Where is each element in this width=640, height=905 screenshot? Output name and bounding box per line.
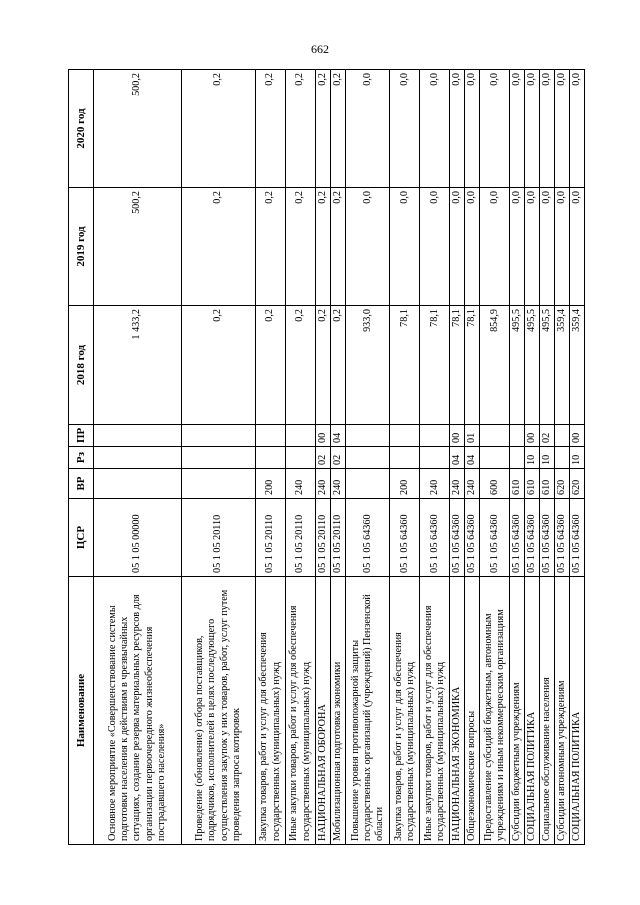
row-2018: 0,2 — [256, 306, 286, 425]
row-2019: 0,0 — [540, 188, 555, 306]
row-2018: 78,1 — [450, 306, 465, 425]
header-2019: 2019 год — [69, 188, 94, 306]
row-csr: 05 1 05 64360 — [510, 499, 525, 577]
row-rz — [182, 447, 256, 469]
row-vr: 240 — [450, 469, 465, 499]
row-csr: 05 1 05 64360 — [420, 499, 450, 577]
row-vr: 240 — [286, 469, 316, 499]
row-vr: 600 — [480, 469, 510, 499]
row-2019: 0,0 — [420, 188, 450, 306]
table-row — [390, 70, 420, 845]
row-name: Субсидии автономным учреждениям — [555, 577, 570, 845]
table-row — [316, 70, 331, 845]
row-rz: 10 — [570, 447, 585, 469]
row-2020: 0,0 — [510, 70, 525, 188]
table-header-row — [69, 70, 94, 845]
row-vr — [94, 469, 182, 499]
row-2019: 0,0 — [570, 188, 585, 306]
row-name: Проведение (обновление) отбора поставщиков, подрядчиков, исполнителей в целях последующего осуществления закупок у них товаров, работ, услуг путем проведения запроса котировок — [182, 577, 256, 845]
row-2018: 0,2 — [182, 306, 256, 425]
page-number: 662 — [311, 42, 329, 56]
table-row — [570, 70, 585, 845]
row-vr: 620 — [555, 469, 570, 499]
row-2020: 0,2 — [182, 70, 256, 188]
row-rz — [420, 447, 450, 469]
row-pr — [256, 425, 286, 447]
row-2020: 0,0 — [420, 70, 450, 188]
row-2020: 0,2 — [256, 70, 286, 188]
row-vr: 240 — [420, 469, 450, 499]
row-rz: 04 — [450, 447, 465, 469]
table-row — [286, 70, 316, 845]
row-rz — [256, 447, 286, 469]
row-rz — [286, 447, 316, 469]
row-name: НАЦИОНАЛЬНАЯ ОБОРОНА — [316, 577, 331, 845]
row-rz — [346, 447, 390, 469]
row-name: Иные закупки товаров, работ и услуг для обеспечения государственных (муниципальных) нужд — [286, 577, 316, 845]
row-csr: 05 1 05 20110 — [286, 499, 316, 577]
row-2018: 0,2 — [286, 306, 316, 425]
row-name: Закупка товаров, работ и услуг для обеспечения государственных (муниципальных) нужд — [256, 577, 286, 845]
row-vr: 610 — [525, 469, 540, 499]
row-name: Мобилизационная подготовка экономики — [331, 577, 346, 845]
row-csr: 05 1 05 64360 — [450, 499, 465, 577]
row-rz: 10 — [525, 447, 540, 469]
row-2018: 78,1 — [465, 306, 480, 425]
row-name: Социальное обслуживание населения — [540, 577, 555, 845]
row-2020: 0,0 — [540, 70, 555, 188]
row-2019: 0,0 — [510, 188, 525, 306]
row-name: Повышение уровня противопожарной защиты государственных организаций (учреждений) Пензенской области — [346, 577, 390, 845]
header-2018: 2018 год — [69, 306, 94, 425]
row-pr: 00 — [525, 425, 540, 447]
row-csr: 05 1 05 64360 — [525, 499, 540, 577]
row-vr: 620 — [570, 469, 585, 499]
header-pr: ПР — [69, 425, 94, 447]
row-csr: 05 1 05 64360 — [570, 499, 585, 577]
row-2018: 359,4 — [555, 306, 570, 425]
row-pr — [286, 425, 316, 447]
row-rz: 10 — [540, 447, 555, 469]
row-2019: 0,2 — [316, 188, 331, 306]
table-row — [331, 70, 346, 845]
budget-table — [68, 69, 585, 845]
row-name: НАЦИОНАЛЬНАЯ ЭКОНОМИКА — [450, 577, 465, 845]
row-pr — [555, 425, 570, 447]
row-2018: 495,5 — [540, 306, 555, 425]
table-row — [465, 70, 480, 845]
table-row — [480, 70, 510, 845]
row-vr — [182, 469, 256, 499]
row-name: Общеэкономические вопросы — [465, 577, 480, 845]
row-pr: 00 — [450, 425, 465, 447]
row-vr: 240 — [316, 469, 331, 499]
row-name: Субсидии бюджетным учреждениям — [510, 577, 525, 845]
row-rz: 02 — [316, 447, 331, 469]
row-name: СОЦИАЛЬНАЯ ПОЛИТИКА — [525, 577, 540, 845]
row-csr: 05 1 05 64360 — [465, 499, 480, 577]
header-2020: 2020 год — [69, 70, 94, 188]
row-2018: 0,2 — [331, 306, 346, 425]
row-vr: 240 — [331, 469, 346, 499]
header-rz: Рз — [69, 447, 94, 469]
row-2020: 0,0 — [480, 70, 510, 188]
row-2018: 495,5 — [510, 306, 525, 425]
row-2020: 0,0 — [555, 70, 570, 188]
row-rz: 02 — [331, 447, 346, 469]
row-2020: 0,0 — [465, 70, 480, 188]
row-2020: 0,0 — [525, 70, 540, 188]
row-vr: 200 — [256, 469, 286, 499]
row-2018: 854,9 — [480, 306, 510, 425]
row-2018: 78,1 — [420, 306, 450, 425]
row-rz — [480, 447, 510, 469]
row-pr — [390, 425, 420, 447]
row-2019: 0,0 — [450, 188, 465, 306]
row-2018: 1 433,2 — [94, 306, 182, 425]
table-row — [450, 70, 465, 845]
row-name: СОЦИАЛЬНАЯ ПОЛИТИКА — [570, 577, 585, 845]
row-vr: 610 — [540, 469, 555, 499]
row-csr: 05 1 05 64360 — [346, 499, 390, 577]
table-row — [256, 70, 286, 845]
row-rz — [390, 447, 420, 469]
row-pr — [94, 425, 182, 447]
rotated-table-container — [68, 70, 583, 845]
row-2020: 0,0 — [346, 70, 390, 188]
table-body — [94, 70, 585, 845]
row-2020: 0,0 — [450, 70, 465, 188]
table-row — [555, 70, 570, 845]
row-2019: 0,0 — [346, 188, 390, 306]
row-rz — [555, 447, 570, 469]
row-csr: 05 1 05 20110 — [331, 499, 346, 577]
row-vr — [346, 469, 390, 499]
table-row — [510, 70, 525, 845]
row-csr: 05 1 05 20110 — [256, 499, 286, 577]
table-row — [182, 70, 256, 845]
row-csr: 05 1 05 64360 — [480, 499, 510, 577]
row-2020: 0,2 — [286, 70, 316, 188]
row-2018: 933,0 — [346, 306, 390, 425]
row-rz: 04 — [465, 447, 480, 469]
row-pr: 04 — [331, 425, 346, 447]
table-row — [94, 70, 182, 845]
row-pr: 00 — [316, 425, 331, 447]
row-name: Основное мероприятие «Совершенствование системы подготовки населения к действиям в чрезвычайных ситуациях, создание резерва материальных ресурсов для организации первоочередного жизнеобеспечения пострадавшего населения» — [94, 577, 182, 845]
row-name: Предоставление субсидий бюджетным, автономным учреждениям и иным некоммерческим организациям — [480, 577, 510, 845]
row-pr: 00 — [570, 425, 585, 447]
row-2019: 0,0 — [390, 188, 420, 306]
row-2018: 78,1 — [390, 306, 420, 425]
row-csr: 05 1 05 64360 — [555, 499, 570, 577]
row-2020: 0,2 — [331, 70, 346, 188]
row-2019: 0,0 — [465, 188, 480, 306]
row-2020: 0,2 — [316, 70, 331, 188]
row-csr: 05 1 05 64360 — [390, 499, 420, 577]
row-pr — [480, 425, 510, 447]
row-csr: 05 1 05 20110 — [182, 499, 256, 577]
header-name: Наименование — [69, 577, 94, 845]
table-row — [540, 70, 555, 845]
row-2019: 0,0 — [525, 188, 540, 306]
row-pr — [346, 425, 390, 447]
row-2019: 0,0 — [555, 188, 570, 306]
row-vr: 200 — [390, 469, 420, 499]
row-name: Закупка товаров, работ и услуг для обеспечения государственных (муниципальных) нужд — [390, 577, 420, 845]
row-2018: 495,5 — [525, 306, 540, 425]
row-csr: 05 1 05 20110 — [316, 499, 331, 577]
row-csr: 05 1 05 00000 — [94, 499, 182, 577]
row-2019: 0,2 — [286, 188, 316, 306]
row-csr: 05 1 05 64360 — [540, 499, 555, 577]
row-rz — [510, 447, 525, 469]
row-2018: 0,2 — [316, 306, 331, 425]
row-2019: 0,2 — [331, 188, 346, 306]
table-row — [346, 70, 390, 845]
row-name: Иные закупки товаров, работ и услуг для обеспечения государственных (муниципальных) нужд — [420, 577, 450, 845]
row-2019: 0,2 — [182, 188, 256, 306]
row-2018: 359,4 — [570, 306, 585, 425]
row-vr: 240 — [465, 469, 480, 499]
row-2020: 0,0 — [390, 70, 420, 188]
row-2020: 0,0 — [570, 70, 585, 188]
row-pr — [420, 425, 450, 447]
row-rz — [94, 447, 182, 469]
row-pr: 01 — [465, 425, 480, 447]
header-vr: ВР — [69, 469, 94, 499]
row-2019: 0,2 — [256, 188, 286, 306]
row-2019: 500,2 — [94, 188, 182, 306]
table-row — [420, 70, 450, 845]
table-row — [525, 70, 540, 845]
row-pr — [510, 425, 525, 447]
header-csr: ЦСР — [69, 499, 94, 577]
row-pr: 02 — [540, 425, 555, 447]
row-vr: 610 — [510, 469, 525, 499]
row-2020: 500,2 — [94, 70, 182, 188]
row-pr — [182, 425, 256, 447]
row-2019: 0,0 — [480, 188, 510, 306]
